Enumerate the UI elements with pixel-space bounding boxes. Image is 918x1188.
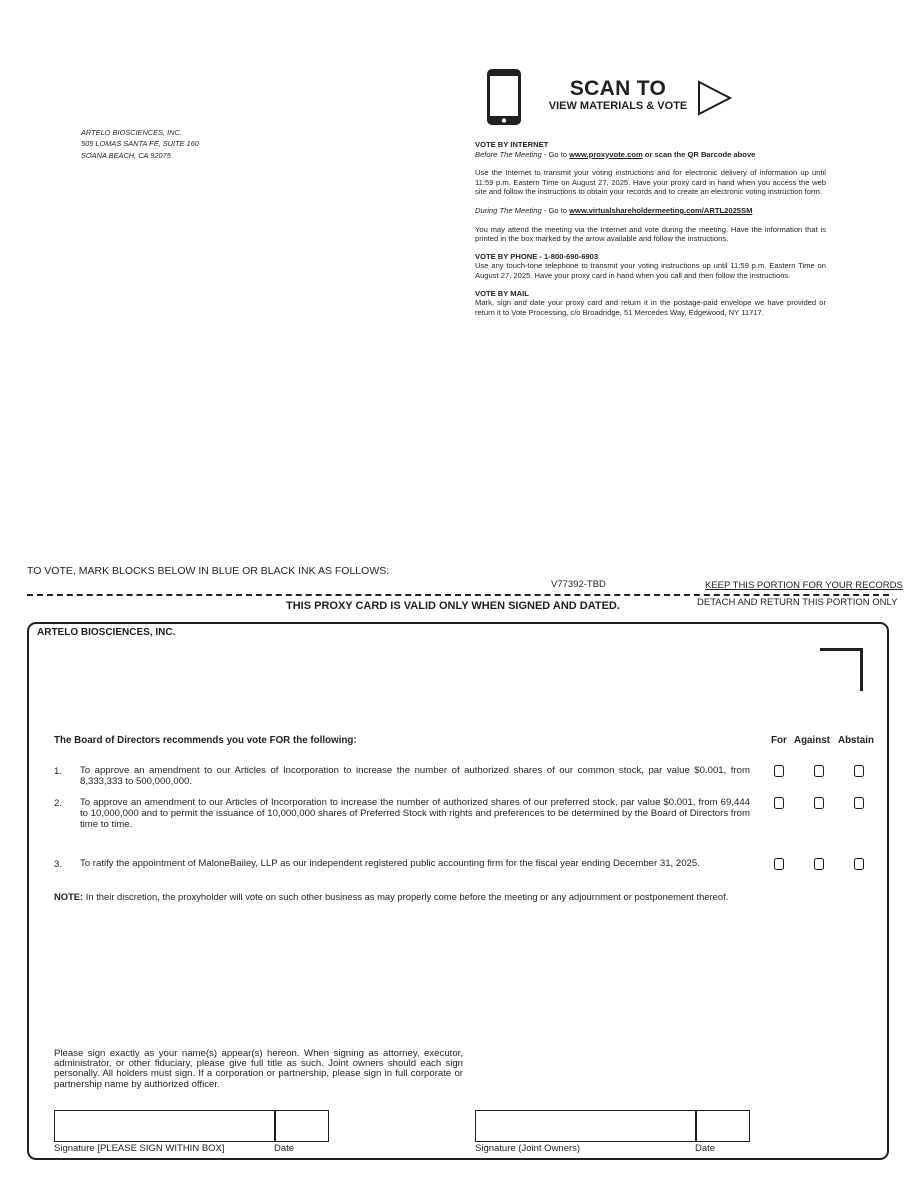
voting-instructions: [475, 140, 826, 317]
proxyvote-link[interactable]: www.proxyvote.com: [569, 149, 643, 159]
before-goto: - Go to: [541, 149, 570, 159]
proposal-2-text: To approve an amendment to our Articles of Incorporation to increase the number of authorized shares of our preferred stock, par value $0.001, from 69,444 to 10,000,000 and to permit the issuance of 10,000,000 shares of Preferred Stock with rights and preferences to be determined by the Board of Directors from time to time.: [80, 797, 750, 830]
phone-body: Use any touch-tone telephone to transmit your voting instructions up until 11:59 p.m. Eastern Time on August 27, 2025. Have your proxy card in hand when you call and then follow the instructions.: [475, 261, 826, 280]
proposal-1-against-checkbox[interactable]: [814, 765, 824, 777]
date-box[interactable]: [274, 1110, 329, 1142]
proposal-2-abstain-checkbox[interactable]: [854, 797, 864, 809]
note-label: NOTE:: [54, 891, 84, 902]
internet-heading: VOTE BY INTERNET: [475, 140, 549, 149]
proposal-1-abstain-checkbox[interactable]: [854, 765, 864, 777]
joint-date-label: Date: [695, 1143, 716, 1154]
proposal-2-number: 2.: [54, 798, 63, 809]
phone-heading: VOTE BY PHONE - 1-800-690-6903: [475, 251, 599, 261]
during-meeting-line: [475, 206, 826, 216]
tear-line: [27, 594, 889, 596]
address-line-2: 505 LOMAS SANTA FE, SUITE 160: [81, 139, 199, 149]
corner-mark: [820, 648, 863, 691]
phone-icon: [486, 68, 522, 126]
proposal-3-for-checkbox[interactable]: [774, 858, 784, 870]
proposal-1-text: To approve an amendment to our Articles of Incorporation to increase the number of authorized shares of our common stock, par value $0.001, from 8,333,333 to 500,000,000.: [80, 765, 750, 787]
card-code: V77392-TBD: [551, 579, 606, 590]
virtual-meeting-link[interactable]: www.virtualshareholdermeeting.com/ARTL2025SM: [569, 205, 753, 215]
arrow-right-icon: [697, 80, 733, 116]
address-line-1: ARTELO BIOSCIENCES, INC.: [81, 128, 182, 137]
during-body: You may attend the meeting via the Internet and vote during the meeting. Have the information that is printed in the box marked by the arrow available and follow the instructions.: [475, 224, 826, 244]
return-address: [81, 127, 199, 161]
mail-heading: VOTE BY MAIL: [475, 288, 529, 298]
during-meeting-label: During The Meeting: [475, 205, 542, 215]
signature-label: Signature [PLEASE SIGN WITHIN BOX]: [54, 1143, 225, 1154]
valid-notice: THIS PROXY CARD IS VALID ONLY WHEN SIGNED AND DATED.: [286, 600, 620, 612]
column-against: Against: [794, 735, 830, 746]
column-abstain: Abstain: [838, 735, 874, 746]
proposal-3-abstain-checkbox[interactable]: [854, 858, 864, 870]
keep-portion-label: KEEP THIS PORTION FOR YOUR RECORDS: [705, 580, 903, 591]
proposal-2-against-checkbox[interactable]: [814, 797, 824, 809]
before-meeting-label: Before The Meeting: [475, 149, 542, 159]
during-goto: - Go to: [541, 205, 570, 215]
scan-title: SCAN TO: [569, 77, 667, 100]
proposal-3-against-checkbox[interactable]: [814, 858, 824, 870]
detach-portion-label: DETACH AND RETURN THIS PORTION ONLY: [697, 597, 898, 608]
board-recommendation: The Board of Directors recommends you vote FOR the following:: [54, 735, 357, 746]
date-label: Date: [274, 1143, 295, 1154]
before-tail: or scan the QR Barcode above: [642, 149, 756, 159]
joint-signature-label: Signature (Joint Owners): [475, 1143, 581, 1154]
vote-mark-instruction: TO VOTE, MARK BLOCKS BELOW IN BLUE OR BLACK INK AS FOLLOWS:: [27, 565, 390, 577]
proposal-3-number: 3.: [54, 859, 63, 870]
internet-body: Use the Internet to transmit your voting instructions and for electronic delivery of information up until 11:59 p.m. Eastern Time on August 27, 2025. Have your proxy card in hand when you access the web site and follow the instructions to obtain your records and to create an electronic voting instruction form.: [475, 168, 826, 197]
before-meeting-line: [475, 150, 826, 160]
column-for: For: [771, 735, 787, 746]
address-line-3: SOANA BEACH, CA 92075: [81, 150, 171, 160]
proposal-1-number: 1.: [54, 766, 63, 777]
note: [54, 891, 774, 902]
proposal-1-for-checkbox[interactable]: [774, 765, 784, 777]
signing-instructions: Please sign exactly as your name(s) appear(s) hereon. When signing as attorney, executor, administrator, or other fiduciary, please give full title as such. Joint owners should each sign personally. All holders must sign. If a corporation or partnership, please sign in full corporate or partnership name by authorized officer.: [54, 1048, 463, 1090]
scan-header: [533, 78, 703, 113]
joint-date-box[interactable]: [695, 1110, 750, 1142]
proposal-3-text: To ratify the appointment of MaloneBailey, LLP as our independent registered public accounting firm for the fiscal year ending December 31, 2025.: [80, 858, 700, 869]
joint-signature-box[interactable]: [475, 1110, 697, 1142]
company-name: ARTELO BIOSCIENCES, INC.: [37, 627, 176, 638]
scan-subtitle: VIEW MATERIALS & VOTE: [548, 100, 688, 112]
proposal-2-for-checkbox[interactable]: [774, 797, 784, 809]
mail-body: Mark, sign and date your proxy card and return it in the postage-paid envelope we have provided or return it to Vote Processing, c/o Broadridge, 51 Mercedes Way, Edgewood, NY 11717.: [475, 298, 826, 317]
note-text: In their discretion, the proxyholder will vote on such other business as may properly come before the meeting or any adjournment or postponement thereof.: [83, 891, 729, 902]
signature-box[interactable]: [54, 1110, 276, 1142]
